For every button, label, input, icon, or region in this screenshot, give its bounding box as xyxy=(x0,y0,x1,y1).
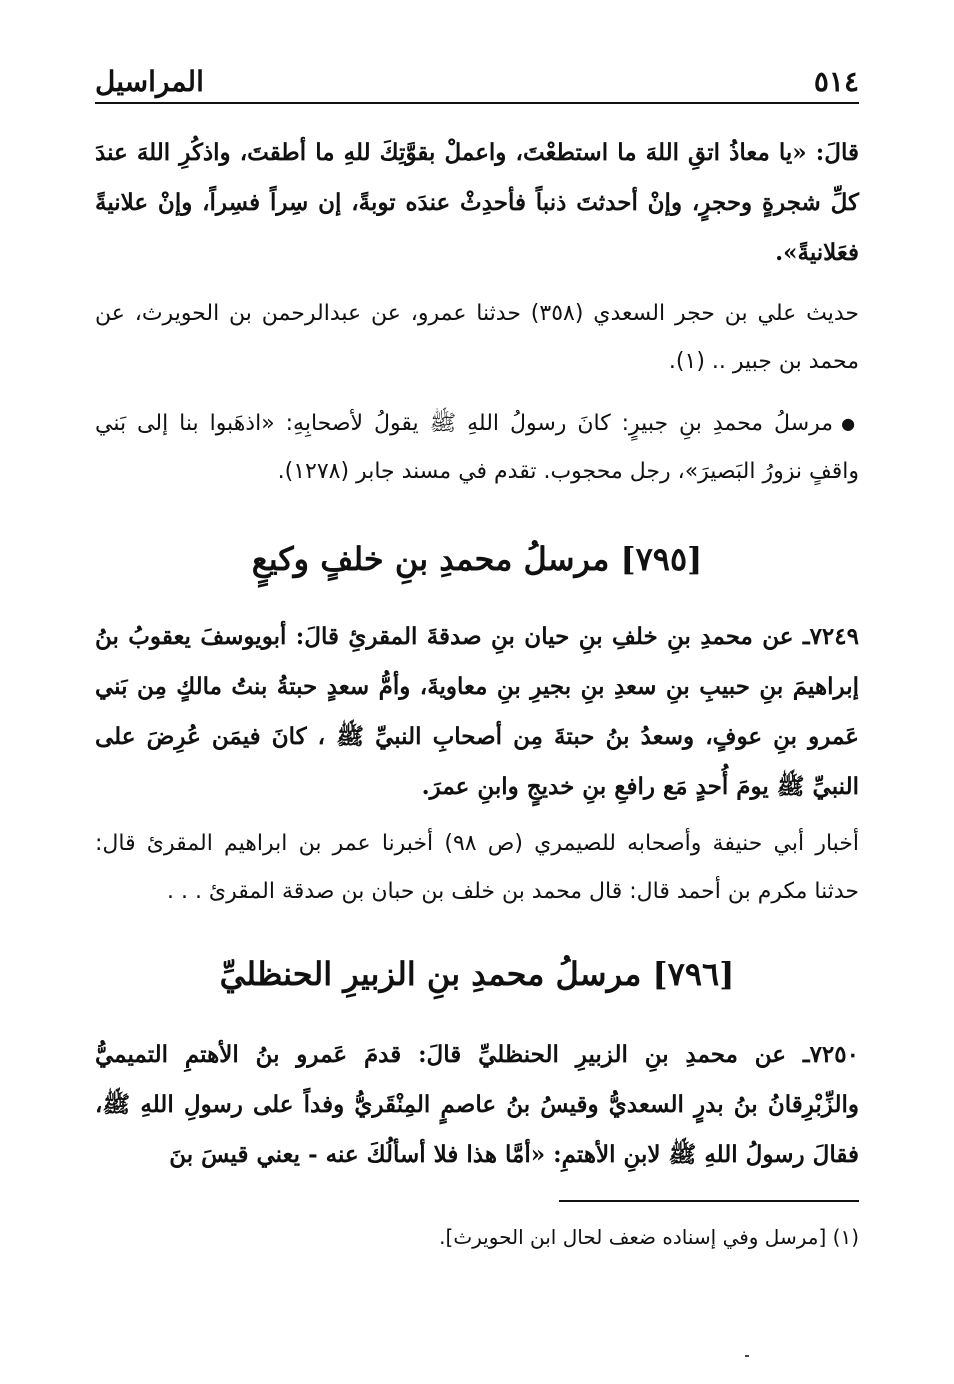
paragraph-text: حديث علي بن حجر السعدي (٣٥٨) حدثنا عمرو، عن عبدالرحمن بن الحويرث، عن محمد بن جبير .. (١). xyxy=(95,301,859,374)
footnote: (١) [مرسل وفي إسناده ضعف لحال ابن الحويرث]. xyxy=(439,1225,859,1249)
paragraph-text: ● مرسلُ محمدِ بنِ جبيرٍ: كانَ رسولُ اللهِ ﷺ يقولُ لأصحابِهِ: «اذهَبوا بنا إلى بَني واقفٍ نزورُ البَصيرَ»، رجل محجوب. تقدم في مسند جابر (١٢٧٨). xyxy=(95,400,859,496)
footnote-divider xyxy=(559,1200,859,1202)
print-speck xyxy=(745,1355,749,1357)
paragraph-text: أخبار أبي حنيفة وأصحابه للصيمري (ص ٩٨) أخبرنا عمر بن ابراهيم المقرئ قال: حدثنا مكرم بن أحمد قال: قال محمد بن خلف بن حبان بن صدقة المقرئ . . . xyxy=(95,831,859,904)
paragraph-mursal-jubair xyxy=(95,400,859,496)
paragraph-source-note xyxy=(95,290,859,386)
page-number: ٥١٤ xyxy=(813,65,859,98)
paragraph-hadith-7250 xyxy=(95,1030,859,1180)
paragraph-hadith-quote xyxy=(95,128,859,278)
page-header xyxy=(95,62,859,104)
section-heading-796: [٧٩٦] مرسلُ محمدِ بنِ الزبيرِ الحنظليِّ xyxy=(219,955,735,993)
paragraph-hadith-7249 xyxy=(95,612,859,812)
paragraph-text: قالَ: «يا معاذُ اتقِ اللهَ ما استطعْتَ، واعملْ بقوَّتِكَ للهِ ما أطقتَ، واذكُرِ اللهَ عندَ كلِّ شجرةٍ وحجرٍ، وإنْ أحدثتَ ذنباً فأحدِثْ عندَه توبةً، إن سِراً فسِراً، وإنْ علانيةً فعَلانيةً». xyxy=(95,139,859,266)
paragraph-source-saymari xyxy=(95,820,859,916)
running-title: المراسيل xyxy=(95,65,204,98)
paragraph-text: ٧٢٥٠ـ عن محمدِ بنِ الزبيرِ الحنظليِّ قالَ: قدمَ عَمرو بنُ الأهتمِ التميميُّ والزِّبْرِقانُ بنُ بدرٍ السعديُّ وقيسُ بنُ عاصمٍ المِنْقَريُّ وفداً على رسولِ اللهِ ﷺ، فقالَ رسولُ اللهِ ﷺ لابنِ الأهتمِ: «أمَّا هذا فلا أسألُكَ عنه - يعني قيسَ بنَ xyxy=(95,1041,859,1168)
section-heading-795: [٧٩٥] مرسلُ محمدِ بنِ خلفٍ وكيعٍ xyxy=(251,540,703,578)
paragraph-text: ٧٢٤٩ـ عن محمدِ بنِ خلفِ بنِ حيان بنِ صدقةَ المقرئِ قالَ: أبويوسفَ يعقوبُ بنُ إبراهيمَ بنِ حبيبِ بنِ سعدِ بنِ بجيرِ بنِ معاويةَ، وأمُّ سعدٍ حبتةُ بنتُ مالكٍ مِن بَني عَمرو بنِ عوفٍ، وسعدُ بنُ حبتةَ مِن أصحابِ النبيِّ ﷺ ، كانَ فيمَن عُرِضَ على النبيِّ ﷺ يومَ أُحدٍ مَع رافعِ بنِ خديجٍ وابنِ عمرَ. xyxy=(95,623,859,800)
